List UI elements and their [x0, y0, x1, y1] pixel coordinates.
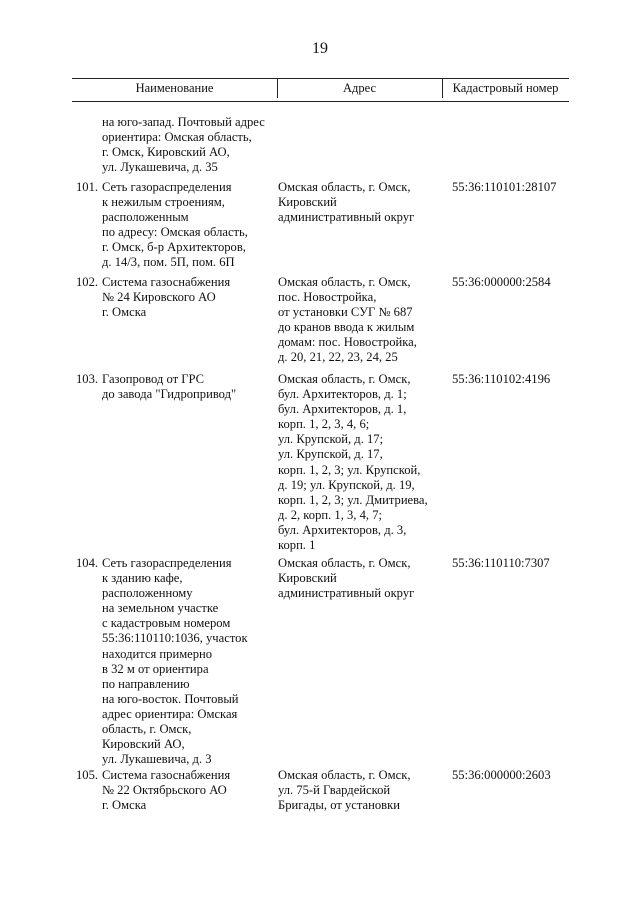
name-line: Газопровод от ГРС	[102, 372, 205, 386]
row-name	[102, 115, 274, 175]
address-line: пос. Новостройка,	[278, 290, 377, 305]
row-address	[278, 768, 448, 813]
name-line: г. Омска	[102, 305, 147, 320]
page-number: 19	[312, 40, 328, 57]
row-name	[102, 768, 274, 813]
name-line: расположенному	[102, 586, 193, 601]
row-number: 105.	[76, 768, 99, 782]
address-line: домам: пос. Новостройка,	[278, 335, 417, 350]
address-line: д. 20, 21, 22, 23, 24, 25	[278, 350, 398, 365]
name-line: ориентира: Омская область,	[102, 130, 252, 145]
name-line: на земельном участке	[102, 601, 219, 616]
address-line: Омская область, г. Омск,	[278, 556, 411, 570]
name-line: Сеть газораспределения	[102, 556, 232, 570]
name-line: г. Омска	[102, 798, 147, 813]
address-line: Омская область, г. Омск,	[278, 372, 411, 386]
address-line: Омская область, г. Омск,	[278, 275, 411, 289]
name-line: адрес ориентира: Омская	[102, 706, 238, 721]
address-line: Кировский	[278, 195, 337, 210]
address-line: корп. 1, 2, 3; ул. Крупской,	[278, 462, 421, 477]
address-line: Бригады, от установки	[278, 798, 400, 813]
address-line: бул. Архитекторов, д. 1;	[278, 387, 407, 402]
name-line: г. Омск, б-р Архитекторов,	[102, 240, 246, 255]
address-line: корп. 1, 2, 3; ул. Дмитриева,	[278, 492, 428, 507]
name-line: находится примерно	[102, 646, 213, 661]
name-line: Кировский АО,	[102, 737, 185, 752]
address-line: ул. 75-й Гвардейской	[278, 783, 391, 798]
row-name	[102, 180, 274, 271]
row-name	[102, 275, 274, 320]
name-line: в 32 м от ориентира	[102, 661, 209, 676]
row-cadastral-number: 55:36:110102:4196	[452, 372, 551, 386]
address-line: корп. 1, 2, 3, 4, 6;	[278, 417, 370, 432]
name-line: № 24 Кировского АО	[102, 290, 216, 305]
name-line: Система газоснабжения	[102, 768, 231, 782]
address-line: Кировский	[278, 571, 337, 586]
name-line: к зданию кафе,	[102, 571, 183, 586]
name-line: ул. Лукашевича, д. 35	[102, 160, 218, 175]
name-line: с кадастровым номером	[102, 616, 231, 631]
address-line: ул. Крупской, д. 17,	[278, 447, 383, 462]
name-line: область, г. Омск,	[102, 722, 192, 737]
row-address	[278, 180, 448, 225]
row-address	[278, 275, 448, 366]
address-line: бул. Архитекторов, д. 1,	[278, 402, 407, 417]
row-cadastral-number: 55:36:110110:7307	[452, 556, 550, 570]
header-cadastral: Кадастровый номер	[452, 81, 559, 95]
address-line: д. 19; ул. Крупской, д. 19,	[278, 477, 415, 492]
row-cadastral-number: 55:36:000000:2584	[452, 275, 551, 289]
address-line: корп. 1	[278, 538, 316, 553]
row-address	[278, 372, 448, 553]
address-line: д. 2, корп. 1, 3, 4, 7;	[278, 507, 382, 522]
row-name	[102, 556, 274, 767]
header-address: Адрес	[342, 81, 377, 95]
table-top-rule	[72, 78, 569, 79]
address-line: административный округ	[278, 210, 415, 225]
name-line: на юго-запад. Почтовый адрес	[102, 115, 265, 129]
name-line: расположенным	[102, 210, 189, 225]
row-number: 101.	[76, 180, 99, 194]
name-line: Система газоснабжения	[102, 275, 231, 289]
row-address	[278, 556, 448, 601]
name-line: № 22 Октябрьского АО	[102, 783, 227, 798]
row-name	[102, 372, 274, 402]
row-cadastral-number: 55:36:110101:28107	[452, 180, 557, 194]
row-cadastral-number: 55:36:000000:2603	[452, 768, 551, 782]
name-line: ул. Лукашевича, д. 3	[102, 752, 212, 767]
address-line: от установки СУГ № 687	[278, 305, 413, 320]
row-number: 102.	[76, 275, 99, 289]
name-line: по направлению	[102, 676, 190, 691]
address-line: ул. Крупской, д. 17;	[278, 432, 384, 447]
address-line: Омская область, г. Омск,	[278, 180, 411, 194]
name-line: 55:36:110110:1036, участок	[102, 631, 248, 646]
address-line: до кранов ввода к жилым	[278, 320, 415, 335]
row-number: 103.	[76, 372, 99, 386]
address-line: Омская область, г. Омск,	[278, 768, 411, 782]
address-line: административный округ	[278, 586, 415, 601]
name-line: на юго-восток. Почтовый	[102, 691, 239, 706]
address-line: бул. Архитекторов, д. 3,	[278, 522, 407, 537]
name-line: по адресу: Омская область,	[102, 225, 248, 240]
name-line: Сеть газораспределения	[102, 180, 232, 194]
header-name: Наименование	[135, 81, 214, 95]
table-header	[72, 81, 569, 99]
name-line: г. Омск, Кировский АО,	[102, 145, 230, 160]
name-line: к нежилым строениям,	[102, 195, 225, 210]
name-line: до завода "Гидропривод"	[102, 387, 237, 402]
table-header-rule	[72, 101, 569, 102]
name-line: д. 14/3, пом. 5П, пом. 6П	[102, 255, 235, 270]
row-number: 104.	[76, 556, 99, 570]
